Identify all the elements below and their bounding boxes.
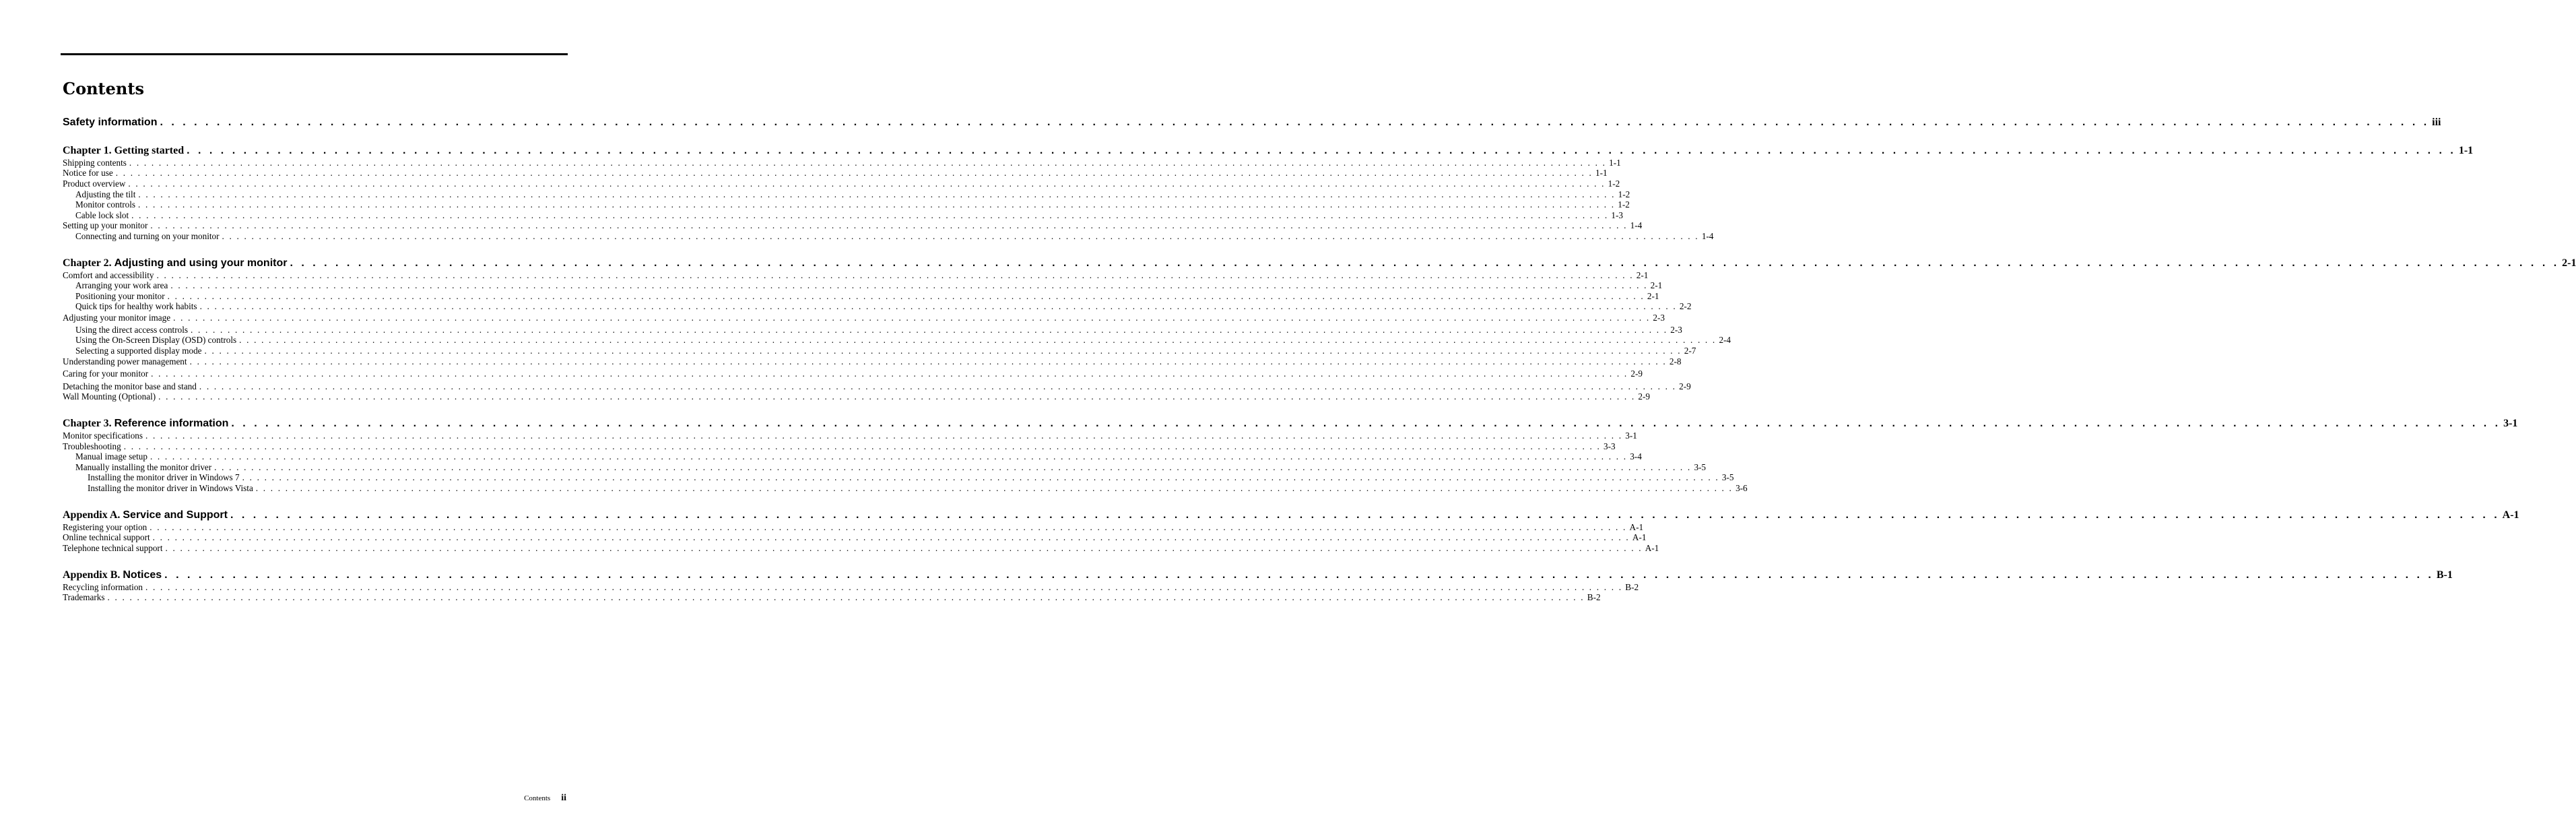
toc-heading[interactable] [63,417,2518,430]
dot-leader: . . . . . . . . . . . . . . . . . . . . . . . . . . . . . . . . . . . . . . . . . . . . . . . . . . . . . . . . . . . . . . . . . . . . . . . . . . . . . . . . . . . . . . . . . . . . . . . . . . . . . . . . . . . . . . . . . . . . . . . . . . . . . . . . . . . . . . . . . . . . . . . . . . . . . . . . . . . . . . . . . . . . . . . . . . . . . . . . . . . . . . . . . . . . . . . . . . . . . . . . [145,430,1623,441]
toc-entry-title [75,280,168,290]
dot-leader: . . . . . . . . . . . . . . . . . . . . . . . . . . . . . . . . . . . . . . . . . . . . . . . . . . . . . . . . . . . . . . . . . . . . . . . . . . . . . . . . . . . . . . . . . . . . . . . . . . . . . . . . . . . . . . . . . . . . . . . . . . . . . . . . . . . . . . . . . . . . . . . . . . . . . . . . . . . . . . . . . . . . . . . . . . . . . . . . . . . . . . . . . . . . . . . . . . . . . . . . [150,522,1627,532]
toc-page-number: 1-3 [1611,210,1623,220]
dot-leader: . . . . . . . . . . . . . . . . . . . . . . . . . . . . . . . . . . . . . . . . . . . . . . . . . . . . . . . . . . . . . . . . . . . . . . . . . . . . . . . . . . . . . . . . . . . . . . . . . . . . . . . . . . . . . . . . . . . . . . . . . . . . . . . . . . . . . . . . . . . . . . . . . . . . . . . . . . . . . . . . . . . . . . . . . . . . . . . . . . . . . . . . . . . . . . . . . . . . . . . . [115,168,1593,178]
dot-leader: . . . . . . . . . . . . . . . . . . . . . . . . . . . . . . . . . . . . . . . . . . . . . . . . . . . . . . . . . . . . . . . . . . . . . . . . . . . . . . . . . . . . . . . . . . . . . . . . . . . . . . . . . . . . . . . . . . . . . . . . . . . . . . . . . . . . . . . . . . . . . . . . . . . . . . . . . . . . . . . . . . . . . . . . . . . . . . . . . . . . . . . . . . . . . . . . . . . . . . . . [158,391,1636,402]
dot-leader: . . . . . . . . . . . . . . . . . . . . . . . . . . . . . . . . . . . . . . . . . . . . . . . . . . . . . . . . . . . . . . . . . . . . . . . . . . . . . . . . . . . . . . . . . . . . . . . . . . . . . . . . . . . . . . . . . . . . . . . . . . . . . . . . . . . . . . . . . . . . . . . . . . . . . . . . . . . . . . . . . . . . . . . . . . . . . . . . . . . . . . . . . . . . . . . . . . . . . . . . [255,483,1733,493]
toc-page-number: 1-2 [1618,189,1630,199]
toc-page-number: 3-6 [1736,483,1748,493]
toc-entry-label: Comfort and accessibility [63,270,154,280]
toc-entry[interactable] [75,210,1623,220]
toc-page-number: 2-1 [1647,291,1659,301]
toc-entry-title [63,144,184,158]
dot-leader: . . . . . . . . . . . . . . . . . . . . . . . . . . . . . . . . . . . . . . . . . . . . . . . . . . . . . . . . . . . . . . . . . . . . . . . . . . . . . . . . . . . . . . . . . . . . . . . . . . . . . . . . . . . . . . . . . . . . . . . . . . . . . . . . . . . . . . . . . . . . . . . . . . . . . . . . . . . . . . . . . . . . . . . . . . . . . . . . . . . . . . . . . . . . . . . . . . . . . . . . [187,145,2456,156]
dot-leader: . . . . . . . . . . . . . . . . . . . . . . . . . . . . . . . . . . . . . . . . . . . . . . . . . . . . . . . . . . . . . . . . . . . . . . . . . . . . . . . . . . . . . . . . . . . . . . . . . . . . . . . . . . . . . . . . . . . . . . . . . . . . . . . . . . . . . . . . . . . . . . . . . . . . . . . . . . . . . . . . . . . . . . . . . . . . . . . . . . . . . . . . . . . . . . . . . . . . . . . . [165,543,1643,553]
toc-entry-label: Telephone technical support [63,543,163,553]
toc-page-number: 2-1 [2562,257,2576,269]
toc-page-number: 2-9 [1630,369,1643,379]
toc-entry-title [63,582,143,592]
toc-page-number: 2-3 [1653,313,1665,323]
toc-entry-title [63,158,127,168]
toc-entry-title [63,417,228,430]
toc-entry-label: Setting up your monitor [63,220,148,230]
dot-leader: . . . . . . . . . . . . . . . . . . . . . . . . . . . . . . . . . . . . . . . . . . . . . . . . . . . . . . . . . . . . . . . . . . . . . . . . . . . . . . . . . . . . . . . . . . . . . . . . . . . . . . . . . . . . . . . . . . . . . . . . . . . . . . . . . . . . . . . . . . . . . . . . . . . . . . . . . . . . . . . . . . . . . . . . . . . . . . . . . . . . . . . . . . . . . . . . . . . . . . . . [231,418,2501,429]
toc-heading-prefix: Chapter 2. [63,257,112,269]
toc-entry-label: Troubleshooting [63,441,121,451]
toc-entry-title [75,325,188,335]
toc-entry-label: Shipping contents [63,158,127,168]
toc-entry-label: Manual image setup [75,451,147,461]
dot-leader: . . . . . . . . . . . . . . . . . . . . . . . . . . . . . . . . . . . . . . . . . . . . . . . . . . . . . . . . . . . . . . . . . . . . . . . . . . . . . . . . . . . . . . . . . . . . . . . . . . . . . . . . . . . . . . . . . . . . . . . . . . . . . . . . . . . . . . . . . . . . . . . . . . . . . . . . . . . . . . . . . . . . . . . . . . . . . . . . . . . . . . . . . . . . . . . . . . . . . . . . [128,179,1606,189]
toc-entry-label: Monitor controls [75,199,136,210]
toc-entry-label: Recycling information [63,582,143,592]
toc-entry-label: Using the On-Screen Display (OSD) controls [75,335,237,345]
dot-leader: . . . . . . . . . . . . . . . . . . . . . . . . . . . . . . . . . . . . . . . . . . . . . . . . . . . . . . . . . . . . . . . . . . . . . . . . . . . . . . . . . . . . . . . . . . . . . . . . . . . . . . . . . . . . . . . . . . . . . . . . . . . . . . . . . . . . . . . . . . . . . . . . . . . . . . . . . . . . . . . . . . . . . . . . . . . . . . . . . . . . . . . . . . . . . . . . . . . . . . . . [138,189,1616,199]
toc-entry-label: Safety information [63,117,158,128]
toc-page-number: 3-5 [1694,462,1707,472]
footer-page-number: ii [561,793,566,803]
toc-entry-title [63,220,147,230]
toc-heading-label: Adjusting and using your monitor [114,257,288,269]
dot-leader: . . . . . . . . . . . . . . . . . . . . . . . . . . . . . . . . . . . . . . . . . . . . . . . . . . . . . . . . . . . . . . . . . . . . . . . . . . . . . . . . . . . . . . . . . . . . . . . . . . . . . . . . . . . . . . . . . . . . . . . . . . . . . . . . . . . . . . . . . . . . . . . . . . . . . . . . . . . . . . . . . . . . . . . . . . . . . . . . . . . . . . . . . . . . . . . . . . . . . . . . [156,270,1634,280]
toc-entry-title [63,509,228,522]
dot-leader: . . . . . . . . . . . . . . . . . . . . . . . . . . . . . . . . . . . . . . . . . . . . . . . . . . . . . . . . . . . . . . . . . . . . . . . . . . . . . . . . . . . . . . . . . . . . . . . . . . . . . . . . . . . . . . . . . . . . . . . . . . . . . . . . . . . . . . . . . . . . . . . . . . . . . . . . . . . . . . . . . . . . . . . . . . . . . . . . . . . . . . . . . . . . . . . . . . . . . . . . [107,592,1585,602]
toc-entry[interactable] [75,199,1630,210]
toc-entry-label: Monitor specifications [63,430,143,441]
toc-page-number: 3-5 [1721,472,1734,482]
toc-entry[interactable] [75,335,1731,345]
toc-page-number: 1-4 [1630,220,1643,230]
dot-leader: . . . . . . . . . . . . . . . . . . . . . . . . . . . . . . . . . . . . . . . . . . . . . . . . . . . . . . . . . . . . . . . . . . . . . . . . . . . . . . . . . . . . . . . . . . . . . . . . . . . . . . . . . . . . . . . . . . . . . . . . . . . . . . . . . . . . . . . . . . . . . . . . . . . . . . . . . . . . . . . . . . . . . . . . . . . . . . . . . . . . . . . . . . . . . . . . . . . . . . . . [170,280,1648,290]
dot-leader: . . . . . . . . . . . . . . . . . . . . . . . . . . . . . . . . . . . . . . . . . . . . . . . . . . . . . . . . . . . . . . . . . . . . . . . . . . . . . . . . . . . . . . . . . . . . . . . . . . . . . . . . . . . . . . . . . . . . . . . . . . . . . . . . . . . . . . . . . . . . . . . . . . . . . . . . . . . . . . . . . . . . . . . . . . . . . . . . . . . . . . . . . . . . . . . . . . . . . . . . [239,335,1717,345]
toc-entry-title [75,231,220,241]
toc-entry[interactable] [88,472,1734,482]
toc-heading-prefix: Appendix B. [63,569,121,581]
toc-entry-label: Notice for use [63,168,113,178]
toc-entry-label: Product overview [63,179,126,189]
toc-heading[interactable] [63,144,2474,158]
toc-entry[interactable] [63,543,1659,553]
dot-leader: . . . . . . . . . . . . . . . . . . . . . . . . . . . . . . . . . . . . . . . . . . . . . . . . . . . . . . . . . . . . . . . . . . . . . . . . . . . . . . . . . . . . . . . . . . . . . . . . . . . . . . . . . . . . . . . . . . . . . . . . . . . . . . . . . . . . . . . . . . . . . . . . . . . . . . . . . . . . . . . . . . . . . . . . . . . . . . . . . . . . . . . . . . . . . . . . . . . . . . . . [160,117,2430,128]
toc-entry-label: Online technical support [63,532,150,542]
toc-entry-title [63,430,143,441]
dot-leader: . . . . . . . . . . . . . . . . . . . . . . . . . . . . . . . . . . . . . . . . . . . . . . . . . . . . . . . . . . . . . . . . . . . . . . . . . . . . . . . . . . . . . . . . . . . . . . . . . . . . . . . . . . . . . . . . . . . . . . . . . . . . . . . . . . . . . . . . . . . . . . . . . . . . . . . . . . . . . . . . . . . . . . . . . . . . . . . . . . . . . . . . . . . . . . . . . . . . . . . . [129,158,1607,168]
toc-entry-title [63,543,162,553]
dot-leader: . . . . . . . . . . . . . . . . . . . . . . . . . . . . . . . . . . . . . . . . . . . . . . . . . . . . . . . . . . . . . . . . . . . . . . . . . . . . . . . . . . . . . . . . . . . . . . . . . . . . . . . . . . . . . . . . . . . . . . . . . . . . . . . . . . . . . . . . . . . . . . . . . . . . . . . . . . . . . . . . . . . . . . . . . . . . . . . . . . . . . . . . . . . . . . . . . . . . . . . . [242,472,1719,482]
dot-leader: . . . . . . . . . . . . . . . . . . . . . . . . . . . . . . . . . . . . . . . . . . . . . . . . . . . . . . . . . . . . . . . . . . . . . . . . . . . . . . . . . . . . . . . . . . . . . . . . . . . . . . . . . . . . . . . . . . . . . . . . . . . . . . . . . . . . . . . . . . . . . . . . . . . . . . . . . . . . . . . . . . . . . . . . . . . . . . . . . . . . . . . . . . . . . . . . . . . . . . . . [145,582,1623,592]
toc-page-number: 2-9 [1638,391,1650,402]
toc-entry-title [63,270,154,280]
toc-entry-label: Registering your option [63,522,147,532]
toc-page-number: B-1 [2436,569,2453,581]
toc-entry-label: Selecting a supported display mode [75,346,202,356]
toc-heading[interactable] [63,257,2576,270]
toc-entry[interactable] [63,158,1621,168]
toc-entry[interactable] [75,189,1630,199]
toc-entry-title [63,257,287,270]
toc-entry[interactable] [63,313,1665,323]
toc-entry-label: Installing the monitor driver in Windows Vista [88,483,253,493]
toc-page-number: 1-1 [1609,158,1621,168]
dot-leader: . . . . . . . . . . . . . . . . . . . . . . . . . . . . . . . . . . . . . . . . . . . . . . . . . . . . . . . . . . . . . . . . . . . . . . . . . . . . . . . . . . . . . . . . . . . . . . . . . . . . . . . . . . . . . . . . . . . . . . . . . . . . . . . . . . . . . . . . . . . . . . . . . . . . . . . . . . . . . . . . . . . . . . . . . . . . . . . . . . . . . . . . . . . . . . . . . . . . . . . . [222,231,1699,241]
toc-page-number: B-2 [1625,582,1639,592]
toc-entry-title [63,168,113,178]
toc-page-number: 3-4 [1630,451,1642,461]
toc-entry[interactable] [63,356,1682,366]
toc-entry[interactable] [63,430,1637,441]
dot-leader: . . . . . . . . . . . . . . . . . . . . . . . . . . . . . . . . . . . . . . . . . . . . . . . . . . . . . . . . . . . . . . . . . . . . . . . . . . . . . . . . . . . . . . . . . . . . . . . . . . . . . . . . . . . . . . . . . . . . . . . . . . . . . . . . . . . . . . . . . . . . . . . . . . . . . . . . . . . . . . . . . . . . . . . . . . . . . . . . . . . . . . . . . . . . . . . . . . . . . . . . [189,356,1667,366]
dot-leader: . . . . . . . . . . . . . . . . . . . . . . . . . . . . . . . . . . . . . . . . . . . . . . . . . . . . . . . . . . . . . . . . . . . . . . . . . . . . . . . . . . . . . . . . . . . . . . . . . . . . . . . . . . . . . . . . . . . . . . . . . . . . . . . . . . . . . . . . . . . . . . . . . . . . . . . . . . . . . . . . . . . . . . . . . . . . . . . . . . . . . . . . . . . . . . . . . . . . . . . . [167,291,1645,301]
toc-entry-title [75,199,135,210]
toc-page-number: B-2 [1587,592,1601,602]
toc-heading-prefix: Chapter 3. [63,418,112,429]
toc-entry-title [63,441,121,451]
dot-leader: . . . . . . . . . . . . . . . . . . . . . . . . . . . . . . . . . . . . . . . . . . . . . . . . . . . . . . . . . . . . . . . . . . . . . . . . . . . . . . . . . . . . . . . . . . . . . . . . . . . . . . . . . . . . . . . . . . . . . . . . . . . . . . . . . . . . . . . . . . . . . . . . . . . . . . . . . . . . . . . . . . . . . . . . . . . . . . . . . . . . . . . . . . . . . . . . . . . . . . . . [204,346,1682,356]
toc-page-number: 2-9 [1679,381,1691,391]
toc-entry-title [63,532,150,542]
toc-entry-title [75,346,202,356]
toc-heading-label: Service and Support [123,509,228,521]
toc-entry[interactable] [63,441,1616,451]
toc-page-number: 2-2 [1679,301,1692,311]
toc-entry[interactable] [63,369,1643,379]
toc-page-number: 1-2 [1618,199,1630,210]
toc-page-number: A-1 [1645,543,1659,553]
toc-entry-title [63,369,148,379]
dot-leader: . . . . . . . . . . . . . . . . . . . . . . . . . . . . . . . . . . . . . . . . . . . . . . . . . . . . . . . . . . . . . . . . . . . . . . . . . . . . . . . . . . . . . . . . . . . . . . . . . . . . . . . . . . . . . . . . . . . . . . . . . . . . . . . . . . . . . . . . . . . . . . . . . . . . . . . . . . . . . . . . . . . . . . . . . . . . . . . . . . . . . . . . . . . . . . . . . . . . . . . . [152,532,1630,542]
dot-leader: . . . . . . . . . . . . . . . . . . . . . . . . . . . . . . . . . . . . . . . . . . . . . . . . . . . . . . . . . . . . . . . . . . . . . . . . . . . . . . . . . . . . . . . . . . . . . . . . . . . . . . . . . . . . . . . . . . . . . . . . . . . . . . . . . . . . . . . . . . . . . . . . . . . . . . . . . . . . . . . . . . . . . . . . . . . . . . . . . . . . . . . . . . . . . . . . . . . . . . . . [150,451,1628,461]
toc-entry-label: Quick tips for healthy work habits [75,301,197,311]
toc-page-number: A-1 [2502,509,2519,521]
toc-page-number: iii [2432,117,2441,128]
toc-entry-title [63,313,170,323]
footer-label: Contents [524,794,551,802]
dot-leader: . . . . . . . . . . . . . . . . . . . . . . . . . . . . . . . . . . . . . . . . . . . . . . . . . . . . . . . . . . . . . . . . . . . . . . . . . . . . . . . . . . . . . . . . . . . . . . . . . . . . . . . . . . . . . . . . . . . . . . . . . . . . . . . . . . . . . . . . . . . . . . . . . . . . . . . . . . . . . . . . . . . . . . . . . . . . . . . . . . . . . . . . . . . . . . . . . . . . . . . . [123,441,1601,451]
toc-entry-label: Trademarks [63,592,105,602]
toc-heading[interactable] [63,509,2519,522]
dot-leader: . . . . . . . . . . . . . . . . . . . . . . . . . . . . . . . . . . . . . . . . . . . . . . . . . . . . . . . . . . . . . . . . . . . . . . . . . . . . . . . . . . . . . . . . . . . . . . . . . . . . . . . . . . . . . . . . . . . . . . . . . . . . . . . . . . . . . . . . . . . . . . . . . . . . . . . . . . . . . . . . . . . . . . . . . . . . . . . . . . . . . . . . . . . . . . . . . . . . . . . . [290,257,2560,269]
toc-page-number: 1-4 [1701,231,1714,241]
toc-page-number: 1-2 [1608,179,1620,189]
toc-entry-title [75,462,211,472]
toc-entry[interactable] [63,592,1601,602]
dot-leader: . . . . . . . . . . . . . . . . . . . . . . . . . . . . . . . . . . . . . . . . . . . . . . . . . . . . . . . . . . . . . . . . . . . . . . . . . . . . . . . . . . . . . . . . . . . . . . . . . . . . . . . . . . . . . . . . . . . . . . . . . . . . . . . . . . . . . . . . . . . . . . . . . . . . . . . . . . . . . . . . . . . . . . . . . . . . . . . . . . . . . . . . . . . . . . . . . . . . . . . . [199,381,1677,391]
toc-entry-title [63,522,147,532]
toc-entry[interactable] [75,325,1682,335]
toc-entry-title [63,391,156,402]
top-rule [61,53,568,55]
toc-entry[interactable] [88,483,1748,493]
toc-entry-label: Positioning your monitor [75,291,165,301]
dot-leader: . . . . . . . . . . . . . . . . . . . . . . . . . . . . . . . . . . . . . . . . . . . . . . . . . . . . . . . . . . . . . . . . . . . . . . . . . . . . . . . . . . . . . . . . . . . . . . . . . . . . . . . . . . . . . . . . . . . . . . . . . . . . . . . . . . . . . . . . . . . . . . . . . . . . . . . . . . . . . . . . . . . . . . . . . . . . . . . . . . . . . . . . . . . . . . . . . . . . . . . . [151,369,1628,379]
page-footer [524,793,566,804]
toc-entry-label: Caring for your monitor [63,369,149,379]
toc-heading[interactable] [63,116,2441,129]
toc-entry-title [63,116,157,129]
dot-leader: . . . . . . . . . . . . . . . . . . . . . . . . . . . . . . . . . . . . . . . . . . . . . . . . . . . . . . . . . . . . . . . . . . . . . . . . . . . . . . . . . . . . . . . . . . . . . . . . . . . . . . . . . . . . . . . . . . . . . . . . . . . . . . . . . . . . . . . . . . . . . . . . . . . . . . . . . . . . . . . . . . . . . . . . . . . . . . . . . . . . . . . . . . . . . . . . . . . . . . . . [138,199,1616,210]
toc-entry-title [75,451,147,461]
toc-page-number: 2-7 [1684,346,1696,356]
toc-entry-label: Chapter 1. Getting started [63,145,185,156]
toc-entry-title [88,483,253,493]
dot-leader: . . . . . . . . . . . . . . . . . . . . . . . . . . . . . . . . . . . . . . . . . . . . . . . . . . . . . . . . . . . . . . . . . . . . . . . . . . . . . . . . . . . . . . . . . . . . . . . . . . . . . . . . . . . . . . . . . . . . . . . . . . . . . . . . . . . . . . . . . . . . . . . . . . . . . . . . . . . . . . . . . . . . . . . . . . . . . . . . . . . . . . . . . . . . . . . . . . . . . . . . [150,220,1628,230]
toc-entry[interactable] [63,270,1649,280]
toc-entry-title [75,210,129,220]
toc-entry-label: Adjusting your monitor image [63,313,171,323]
toc-page-number: 3-3 [1603,441,1616,451]
toc-entry[interactable] [63,391,1650,402]
toc-heading[interactable] [63,569,2453,582]
dot-leader: . . . . . . . . . . . . . . . . . . . . . . . . . . . . . . . . . . . . . . . . . . . . . . . . . . . . . . . . . . . . . . . . . . . . . . . . . . . . . . . . . . . . . . . . . . . . . . . . . . . . . . . . . . . . . . . . . . . . . . . . . . . . . . . . . . . . . . . . . . . . . . . . . . . . . . . . . . . . . . . . . . . . . . . . . . . . . . . . . . . . . . . . . . . . . . . . . . . . . . . . [214,462,1692,472]
toc-entry-title [75,189,135,199]
toc-entry-label: Understanding power management [63,356,187,366]
toc-entry-title [63,381,197,391]
dot-leader: . . . . . . . . . . . . . . . . . . . . . . . . . . . . . . . . . . . . . . . . . . . . . . . . . . . . . . . . . . . . . . . . . . . . . . . . . . . . . . . . . . . . . . . . . . . . . . . . . . . . . . . . . . . . . . . . . . . . . . . . . . . . . . . . . . . . . . . . . . . . . . . . . . . . . . . . . . . . . . . . . . . . . . . . . . . . . . . . . . . . . . . . . . . . . . . . . . . . . . . . [199,301,1677,311]
toc-entry-label: Arranging your work area [75,280,168,290]
toc-entry[interactable] [75,301,1692,311]
toc-entry[interactable] [75,346,1696,356]
toc-entry-label: Adjusting the tilt [75,189,136,199]
toc-entry[interactable] [63,532,1647,542]
toc-entry[interactable] [63,220,1643,230]
toc-page-number: A-1 [1632,532,1647,542]
toc-heading-label: Notices [123,569,162,581]
toc-entry[interactable] [63,168,1608,178]
toc-entry-label: Using the direct access controls [75,325,188,335]
toc-entry[interactable] [63,179,1620,189]
toc-entry[interactable] [75,451,1642,461]
toc-page-number: 2-3 [1670,325,1682,335]
toc-page-number: 1-1 [1595,168,1608,178]
toc-page-number: 2-4 [1719,335,1731,345]
toc-entry-title [88,472,240,482]
toc-entry[interactable] [63,381,1691,391]
toc-entry-label: Connecting and turning on your monitor [75,231,220,241]
toc-entry[interactable] [75,291,1659,301]
toc-entry-title [75,335,236,345]
toc-heading-prefix: Appendix A. [63,509,121,521]
toc-entry[interactable] [75,280,1663,290]
toc-page-number: 2-1 [1650,280,1663,290]
toc-entry[interactable] [63,522,1644,532]
page-title: Contents [63,79,144,98]
toc-entry-title [63,179,125,189]
toc-page-number: 3-1 [2503,418,2518,429]
toc-page-number: A-1 [1629,522,1644,532]
toc-page-number: 2-1 [1636,270,1649,280]
dot-leader: . . . . . . . . . . . . . . . . . . . . . . . . . . . . . . . . . . . . . . . . . . . . . . . . . . . . . . . . . . . . . . . . . . . . . . . . . . . . . . . . . . . . . . . . . . . . . . . . . . . . . . . . . . . . . . . . . . . . . . . . . . . . . . . . . . . . . . . . . . . . . . . . . . . . . . . . . . . . . . . . . . . . . . . . . . . . . . . . . . . . . . . . . . . . . . . . . . . . . . . . [230,509,2500,521]
dot-leader: . . . . . . . . . . . . . . . . . . . . . . . . . . . . . . . . . . . . . . . . . . . . . . . . . . . . . . . . . . . . . . . . . . . . . . . . . . . . . . . . . . . . . . . . . . . . . . . . . . . . . . . . . . . . . . . . . . . . . . . . . . . . . . . . . . . . . . . . . . . . . . . . . . . . . . . . . . . . . . . . . . . . . . . . . . . . . . . . . . . . . . . . . . . . . . . . . . . . . . . . [131,210,1609,220]
toc-entry-label: Installing the monitor driver in Windows 7 [88,472,240,482]
toc-entry-label: Detaching the monitor base and stand [63,381,197,391]
toc-entry-label: Cable lock slot [75,210,129,220]
toc-entry-title [63,569,162,582]
toc-entry-label: Wall Mounting (Optional) [63,391,156,402]
toc-entry-title [75,301,197,311]
toc-entry-title [63,356,187,366]
dot-leader: . . . . . . . . . . . . . . . . . . . . . . . . . . . . . . . . . . . . . . . . . . . . . . . . . . . . . . . . . . . . . . . . . . . . . . . . . . . . . . . . . . . . . . . . . . . . . . . . . . . . . . . . . . . . . . . . . . . . . . . . . . . . . . . . . . . . . . . . . . . . . . . . . . . . . . . . . . . . . . . . . . . . . . . . . . . . . . . . . . . . . . . . . . . . . . . . . . . . . . . . [191,325,1668,335]
toc-entry-title [63,592,105,602]
dot-leader: . . . . . . . . . . . . . . . . . . . . . . . . . . . . . . . . . . . . . . . . . . . . . . . . . . . . . . . . . . . . . . . . . . . . . . . . . . . . . . . . . . . . . . . . . . . . . . . . . . . . . . . . . . . . . . . . . . . . . . . . . . . . . . . . . . . . . . . . . . . . . . . . . . . . . . . . . . . . . . . . . . . . . . . . . . . . . . . . . . . . . . . . . . . . . . . . . . . . . . . . [173,313,1651,323]
toc-entry-title [75,291,165,301]
toc-page-number: 1-1 [2458,145,2474,156]
toc-entry-label: Manually installing the monitor driver [75,462,212,472]
toc-heading-label: Reference information [114,418,229,429]
toc-entry[interactable] [63,582,1639,592]
toc-page-number: 2-8 [1669,356,1682,366]
toc-entry[interactable] [75,462,1707,472]
toc-entry[interactable] [75,231,1714,241]
toc-page-number: 3-1 [1625,430,1637,441]
dot-leader: . . . . . . . . . . . . . . . . . . . . . . . . . . . . . . . . . . . . . . . . . . . . . . . . . . . . . . . . . . . . . . . . . . . . . . . . . . . . . . . . . . . . . . . . . . . . . . . . . . . . . . . . . . . . . . . . . . . . . . . . . . . . . . . . . . . . . . . . . . . . . . . . . . . . . . . . . . . . . . . . . . . . . . . . . . . . . . . . . . . . . . . . . . . . . . . . . . . . . . . . [164,569,2434,581]
